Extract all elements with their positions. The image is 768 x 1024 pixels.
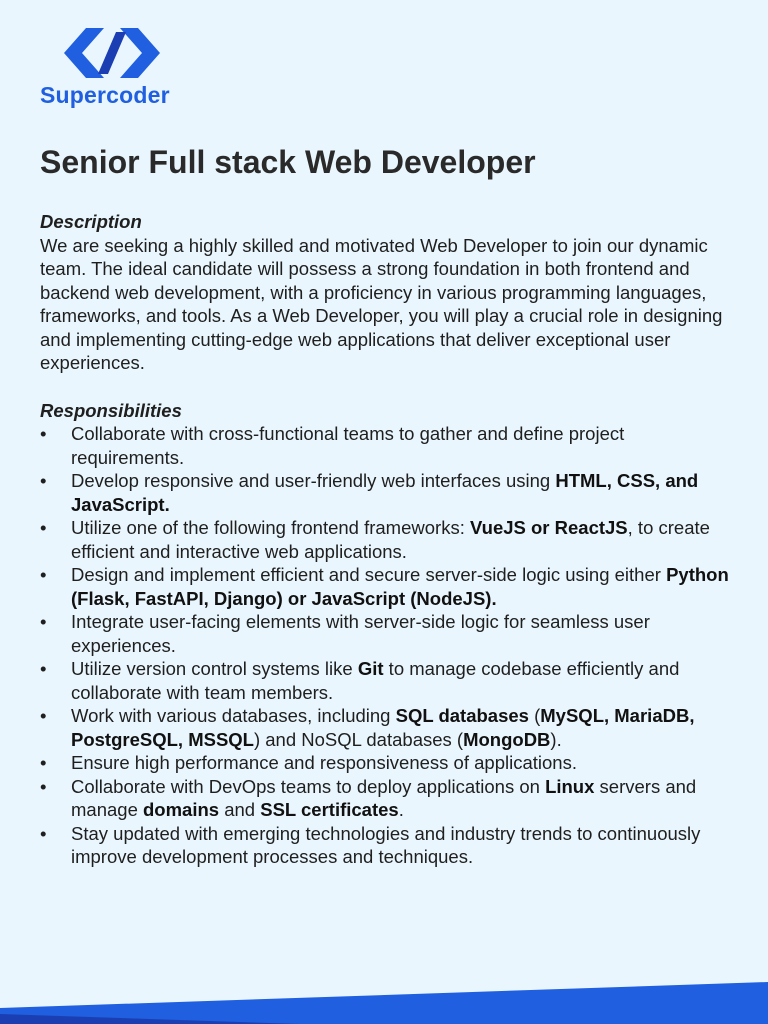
description-heading: Description <box>40 211 142 232</box>
emphasized-text: HTML, CSS, and JavaScript. <box>71 470 699 515</box>
footer-wave <box>0 974 768 1024</box>
job-content <box>40 210 730 869</box>
emphasized-text: MySQL, MariaDB, PostgreSQL, MSSQL <box>71 705 695 750</box>
bullet-marker: • <box>40 775 47 797</box>
bullet-marker: • <box>40 564 47 585</box>
responsibility-text: Utilize version control systems like <box>71 658 358 679</box>
brand-name: Supercoder <box>40 82 170 108</box>
bullet-marker: • <box>40 658 47 679</box>
responsibility-item <box>40 422 730 469</box>
responsibility-text: to manage codebase efficiently and collaborate with team members. <box>71 658 680 703</box>
bullet-marker: • <box>40 611 47 632</box>
responsibility-text: Collaborate with cross-functional teams to gather and define project requirements. <box>71 423 625 468</box>
bullet-marker: • <box>40 752 47 773</box>
responsibility-item <box>40 657 730 704</box>
responsibility-item <box>40 610 730 657</box>
responsibility-text: Collaborate with DevOps teams to deploy applications on <box>71 775 546 797</box>
emphasized-text: SQL databases <box>395 705 529 726</box>
responsibility-text: Integrate user-facing elements with server-side logic for seamless user experiences. <box>71 611 650 656</box>
bullet-marker: • <box>40 423 47 444</box>
emphasized-text: VueJS or ReactJS <box>469 517 628 538</box>
responsibility-text: Design and implement efficient and secure server-side logic using either <box>71 564 667 585</box>
responsibility-item <box>40 775 730 822</box>
responsibility-item <box>40 751 730 775</box>
emphasized-text: Git <box>357 658 384 679</box>
responsibility-text: Stay updated with emerging technologies and industry trends to continuously improve development processes and techniques. <box>71 822 701 867</box>
responsibility-text: . <box>398 799 404 820</box>
responsibility-item <box>40 469 730 516</box>
responsibility-text: ( <box>528 705 541 726</box>
responsibility-text: ) and NoSQL databases ( <box>253 728 464 750</box>
code-brackets-icon <box>64 28 160 78</box>
brand-logo <box>40 28 190 109</box>
responsibility-text: Ensure high performance and responsiveness of applications. <box>71 752 577 773</box>
responsibility-text: Work with various databases, including <box>71 705 396 726</box>
emphasized-text: SSL certificates <box>260 799 399 820</box>
responsibilities-heading: Responsibilities <box>40 399 182 421</box>
responsibility-item <box>40 516 730 563</box>
responsibility-text: Develop responsive and user-friendly web interfaces using <box>71 470 556 491</box>
emphasized-text: Python (Flask, FastAPI, Django) or JavaScript (NodeJS). <box>71 564 729 609</box>
bullet-marker: • <box>40 705 47 726</box>
responsibilities-list <box>40 422 730 869</box>
responsibility-text: servers and manage <box>71 775 697 820</box>
responsibility-text: ). <box>550 728 562 750</box>
responsibility-item <box>40 822 730 869</box>
page-title: Senior Full stack Web Developer <box>40 144 536 180</box>
responsibility-text: and <box>219 799 261 820</box>
emphasized-text: domains <box>143 799 220 820</box>
responsibility-text: Utilize one of the following frontend frameworks: <box>71 517 470 538</box>
responsibility-item <box>40 704 730 751</box>
emphasized-text: Linux <box>545 775 595 797</box>
description-text: We are seeking a highly skilled and motivated Web Developer to join our dynamic team. The ideal candidate will possess a strong foundation in both frontend and backend web development, with a proficiency in various programming languages, frameworks, and tools. As a Web Developer, you will play a crucial role in designing and implementing cutting-edge web applications that deliver exceptional user experiences. <box>40 234 723 373</box>
responsibility-item <box>40 563 730 610</box>
responsibility-text: , to create efficient and interactive web applications. <box>71 517 710 562</box>
bullet-marker: • <box>40 822 47 844</box>
bullet-marker: • <box>40 470 47 491</box>
bullet-marker: • <box>40 517 47 538</box>
emphasized-text: MongoDB <box>463 728 551 750</box>
